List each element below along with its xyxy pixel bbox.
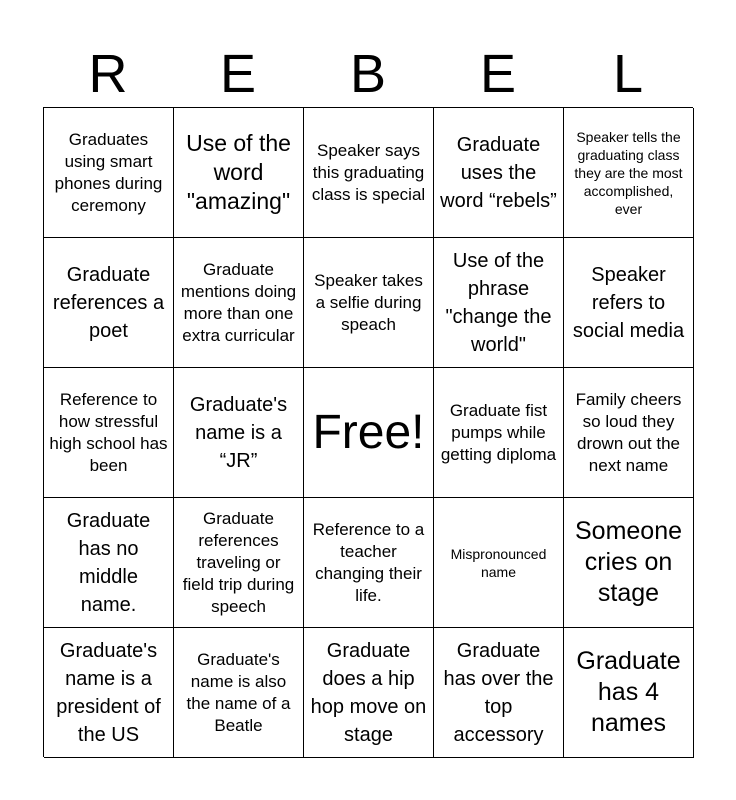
header-letter-l: L <box>612 44 644 104</box>
bingo-cell-r2-c2[interactable] <box>174 238 304 368</box>
bingo-cell-r3-c5[interactable] <box>564 368 694 498</box>
bingo-cell-r5-c4[interactable] <box>434 628 564 758</box>
bingo-cell-r5-c1[interactable] <box>44 628 174 758</box>
bingo-cell-r4-c1[interactable] <box>44 498 174 628</box>
cell-text: Reference to how stressful high school has been <box>49 389 168 475</box>
cell-text: Graduate references a poet <box>52 263 165 342</box>
bingo-cell-r1-c1[interactable] <box>44 108 174 238</box>
cell-text: Use of the word "amazing" <box>186 130 291 214</box>
bingo-cell-r4-c2[interactable] <box>174 498 304 628</box>
cell-text: Someone cries on stage <box>574 517 683 607</box>
header-letter-e2: E <box>479 44 517 104</box>
bingo-cell-r3-c2[interactable] <box>174 368 304 498</box>
bingo-cell-r5-c3[interactable] <box>304 628 434 758</box>
cell-text: Graduate references traveling or field trip during speech <box>182 508 295 616</box>
bingo-cell-free[interactable] <box>304 368 434 498</box>
bingo-cell-r2-c5[interactable] <box>564 238 694 368</box>
free-space-text: Free! <box>312 405 425 459</box>
cell-text: Graduate has 4 names <box>576 647 681 737</box>
bingo-cell-r1-c2[interactable] <box>174 108 304 238</box>
cell-text: Speaker tells the graduating class they are the most accomplished, ever <box>574 128 683 217</box>
bingo-cell-r1-c3[interactable] <box>304 108 434 238</box>
cell-text: Speaker takes a selfie during speach <box>314 270 423 334</box>
bingo-cell-r3-c1[interactable] <box>44 368 174 498</box>
cell-text: Graduate mentions doing more than one extra curricular <box>180 259 297 345</box>
cell-text: Reference to a teacher changing their life. <box>312 519 425 605</box>
bingo-cell-r2-c4[interactable] <box>434 238 564 368</box>
cell-text: Graduate fist pumps while getting diploma <box>440 400 557 464</box>
cell-text: Graduate's name is a “JR” <box>189 393 288 472</box>
bingo-cell-r4-c3[interactable] <box>304 498 434 628</box>
cell-text: Graduate does a hip hop move on stage <box>310 639 427 746</box>
cell-text: Speaker refers to social media <box>572 263 685 342</box>
cell-text: Graduate's name is also the name of a Beatle <box>186 649 291 735</box>
cell-text: Use of the phrase "change the world" <box>445 249 552 356</box>
header-letter-e: E <box>219 44 257 104</box>
cell-text: Graduate has no middle name. <box>66 509 151 616</box>
cell-text: Graduate has over the top accessory <box>443 639 554 746</box>
bingo-cell-r1-c5[interactable] <box>564 108 694 238</box>
bingo-cell-r4-c4[interactable] <box>434 498 564 628</box>
bingo-card-grid <box>43 107 693 757</box>
cell-text: Graduate uses the word “rebels” <box>440 133 557 212</box>
bingo-cell-r2-c1[interactable] <box>44 238 174 368</box>
bingo-cell-r5-c5[interactable] <box>564 628 694 758</box>
cell-text: Graduates using smart phones during ceremony <box>54 129 163 215</box>
bingo-header <box>43 40 693 108</box>
cell-text: Speaker says this graduating class is special <box>311 140 426 204</box>
bingo-cell-r4-c5[interactable] <box>564 498 694 628</box>
bingo-cell-r3-c4[interactable] <box>434 368 564 498</box>
header-letter-b: B <box>349 44 387 104</box>
bingo-cell-r2-c3[interactable] <box>304 238 434 368</box>
bingo-cell-r1-c4[interactable] <box>434 108 564 238</box>
cell-text: Family cheers so loud they drown out the next name <box>575 389 682 475</box>
cell-text: Mispronounced name <box>450 545 547 580</box>
bingo-cell-r5-c2[interactable] <box>174 628 304 758</box>
cell-text: Graduate's name is a president of the US <box>56 639 161 746</box>
header-letter-r: R <box>88 44 128 104</box>
